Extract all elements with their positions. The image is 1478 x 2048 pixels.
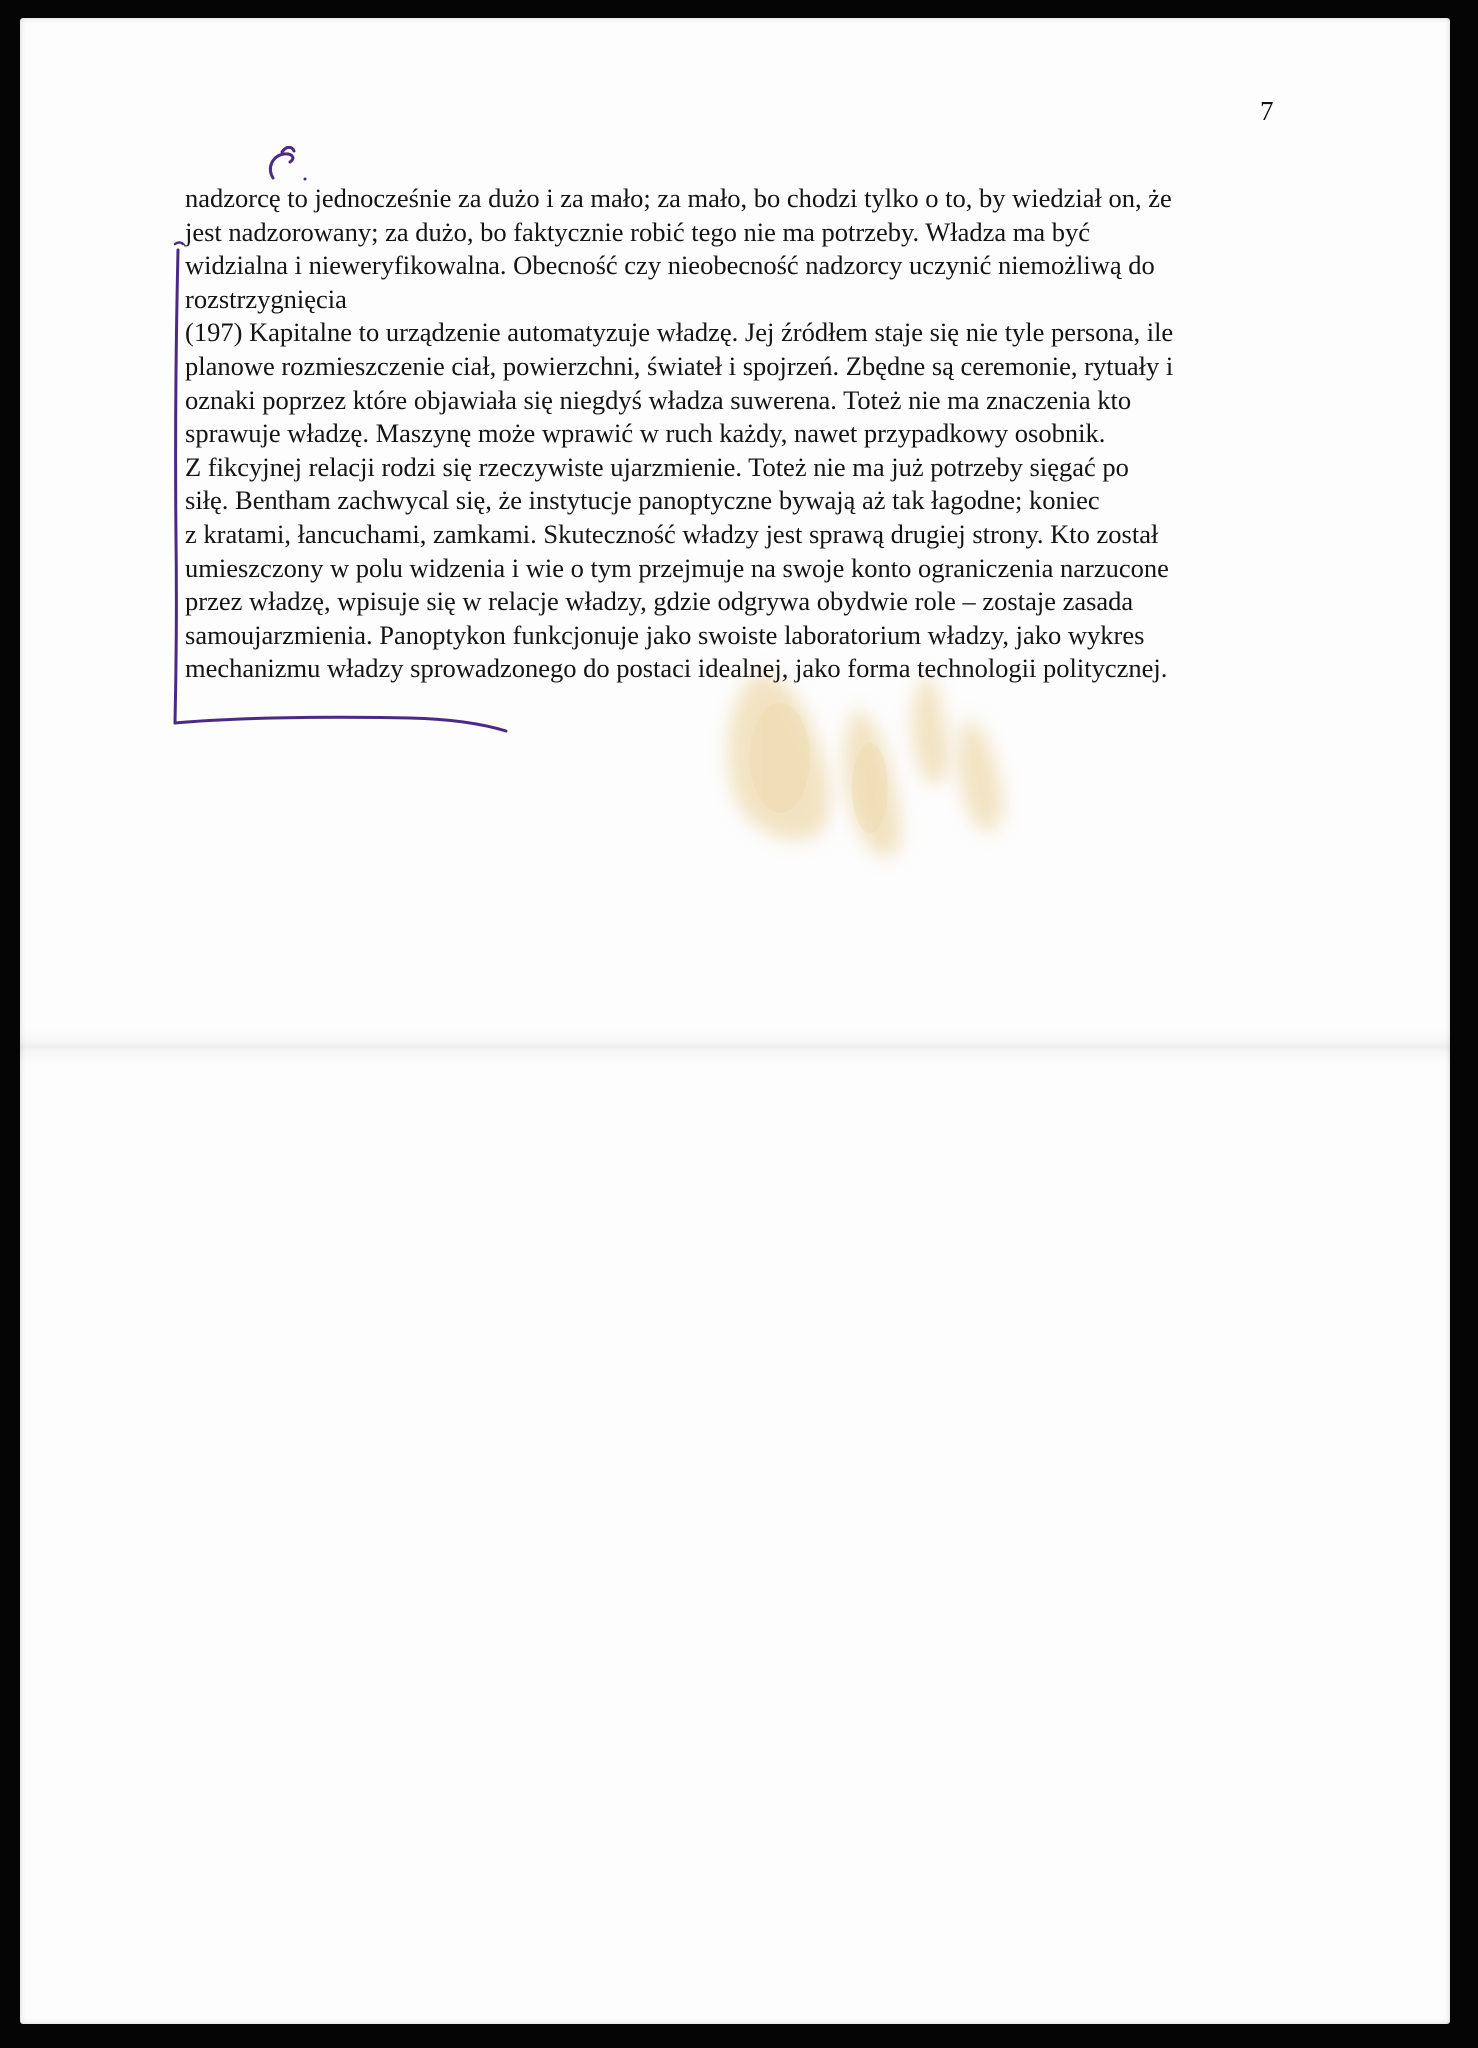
text-line: planowe rozmieszczenie ciał, powierzchni, świateł i spojrzeń. Zbędne są ceremonie, rytuały i <box>185 350 1174 381</box>
text-line: rozstrzygnięcia <box>185 283 347 314</box>
text-line: Z fikcyjnej relacji rodzi się rzeczywiste ujarzmienie. Toteż nie ma już potrzeby sięgać po <box>185 451 1129 482</box>
paper-fold-crease <box>20 1028 1450 1066</box>
text-line: (197) Kapitalne to urządzenie automatyzuje władzę. Jej źródłem staje się nie tyle persona, ile <box>185 317 1174 348</box>
text-line: z kratami, łancuchami, zamkami. Skuteczność władzy jest sprawą drugiej strony. Kto został <box>185 518 1159 549</box>
text-line: siłę. Bentham zachwycal się, że instytucje panoptyczne bywają aż tak łagodne; koniec <box>185 485 1100 516</box>
page-number: 7 <box>1260 96 1274 126</box>
text-line: mechanizmu władzy sprowadzonego do postaci idealnej, jako forma technologii politycznej. <box>185 653 1168 684</box>
text-line: samoujarzmienia. Panoptykon funkcjonuje jako swoiste laboratorium władzy, jako wykres <box>185 619 1145 650</box>
text-line: oznaki poprzez które objawiała się niegdyś władza suwerena. Toteż nie ma znaczenia kto <box>185 384 1132 415</box>
body-paragraph <box>185 182 1305 686</box>
text-line: przez władzę, wpisuje się w relacje władzy, gdzie odgrywa obydwie role – zostaje zasada <box>185 586 1134 617</box>
text-line: sprawuje władzę. Maszynę może wprawić w ruch każdy, nawet przypadkowy osobnik. <box>185 418 1106 449</box>
text-line: nadzorcę to jednocześnie za dużo i za mało; za mało, bo chodzi tylko o to, by wiedział on, że <box>185 183 1172 213</box>
text-line: widzialna i nieweryfikowalna. Obecność czy nieobecność nadzorcy uczynić niemożliwą do <box>185 250 1155 281</box>
text-line: jest nadzorowany; za dużo, bo faktycznie robić tego nie ma potrzeby. Władza ma być <box>185 216 1091 247</box>
text-line: umieszczony w polu widzenia i wie o tym przejmuje na swoje konto ograniczenia narzucone <box>185 552 1169 583</box>
document-page <box>20 18 1450 2024</box>
